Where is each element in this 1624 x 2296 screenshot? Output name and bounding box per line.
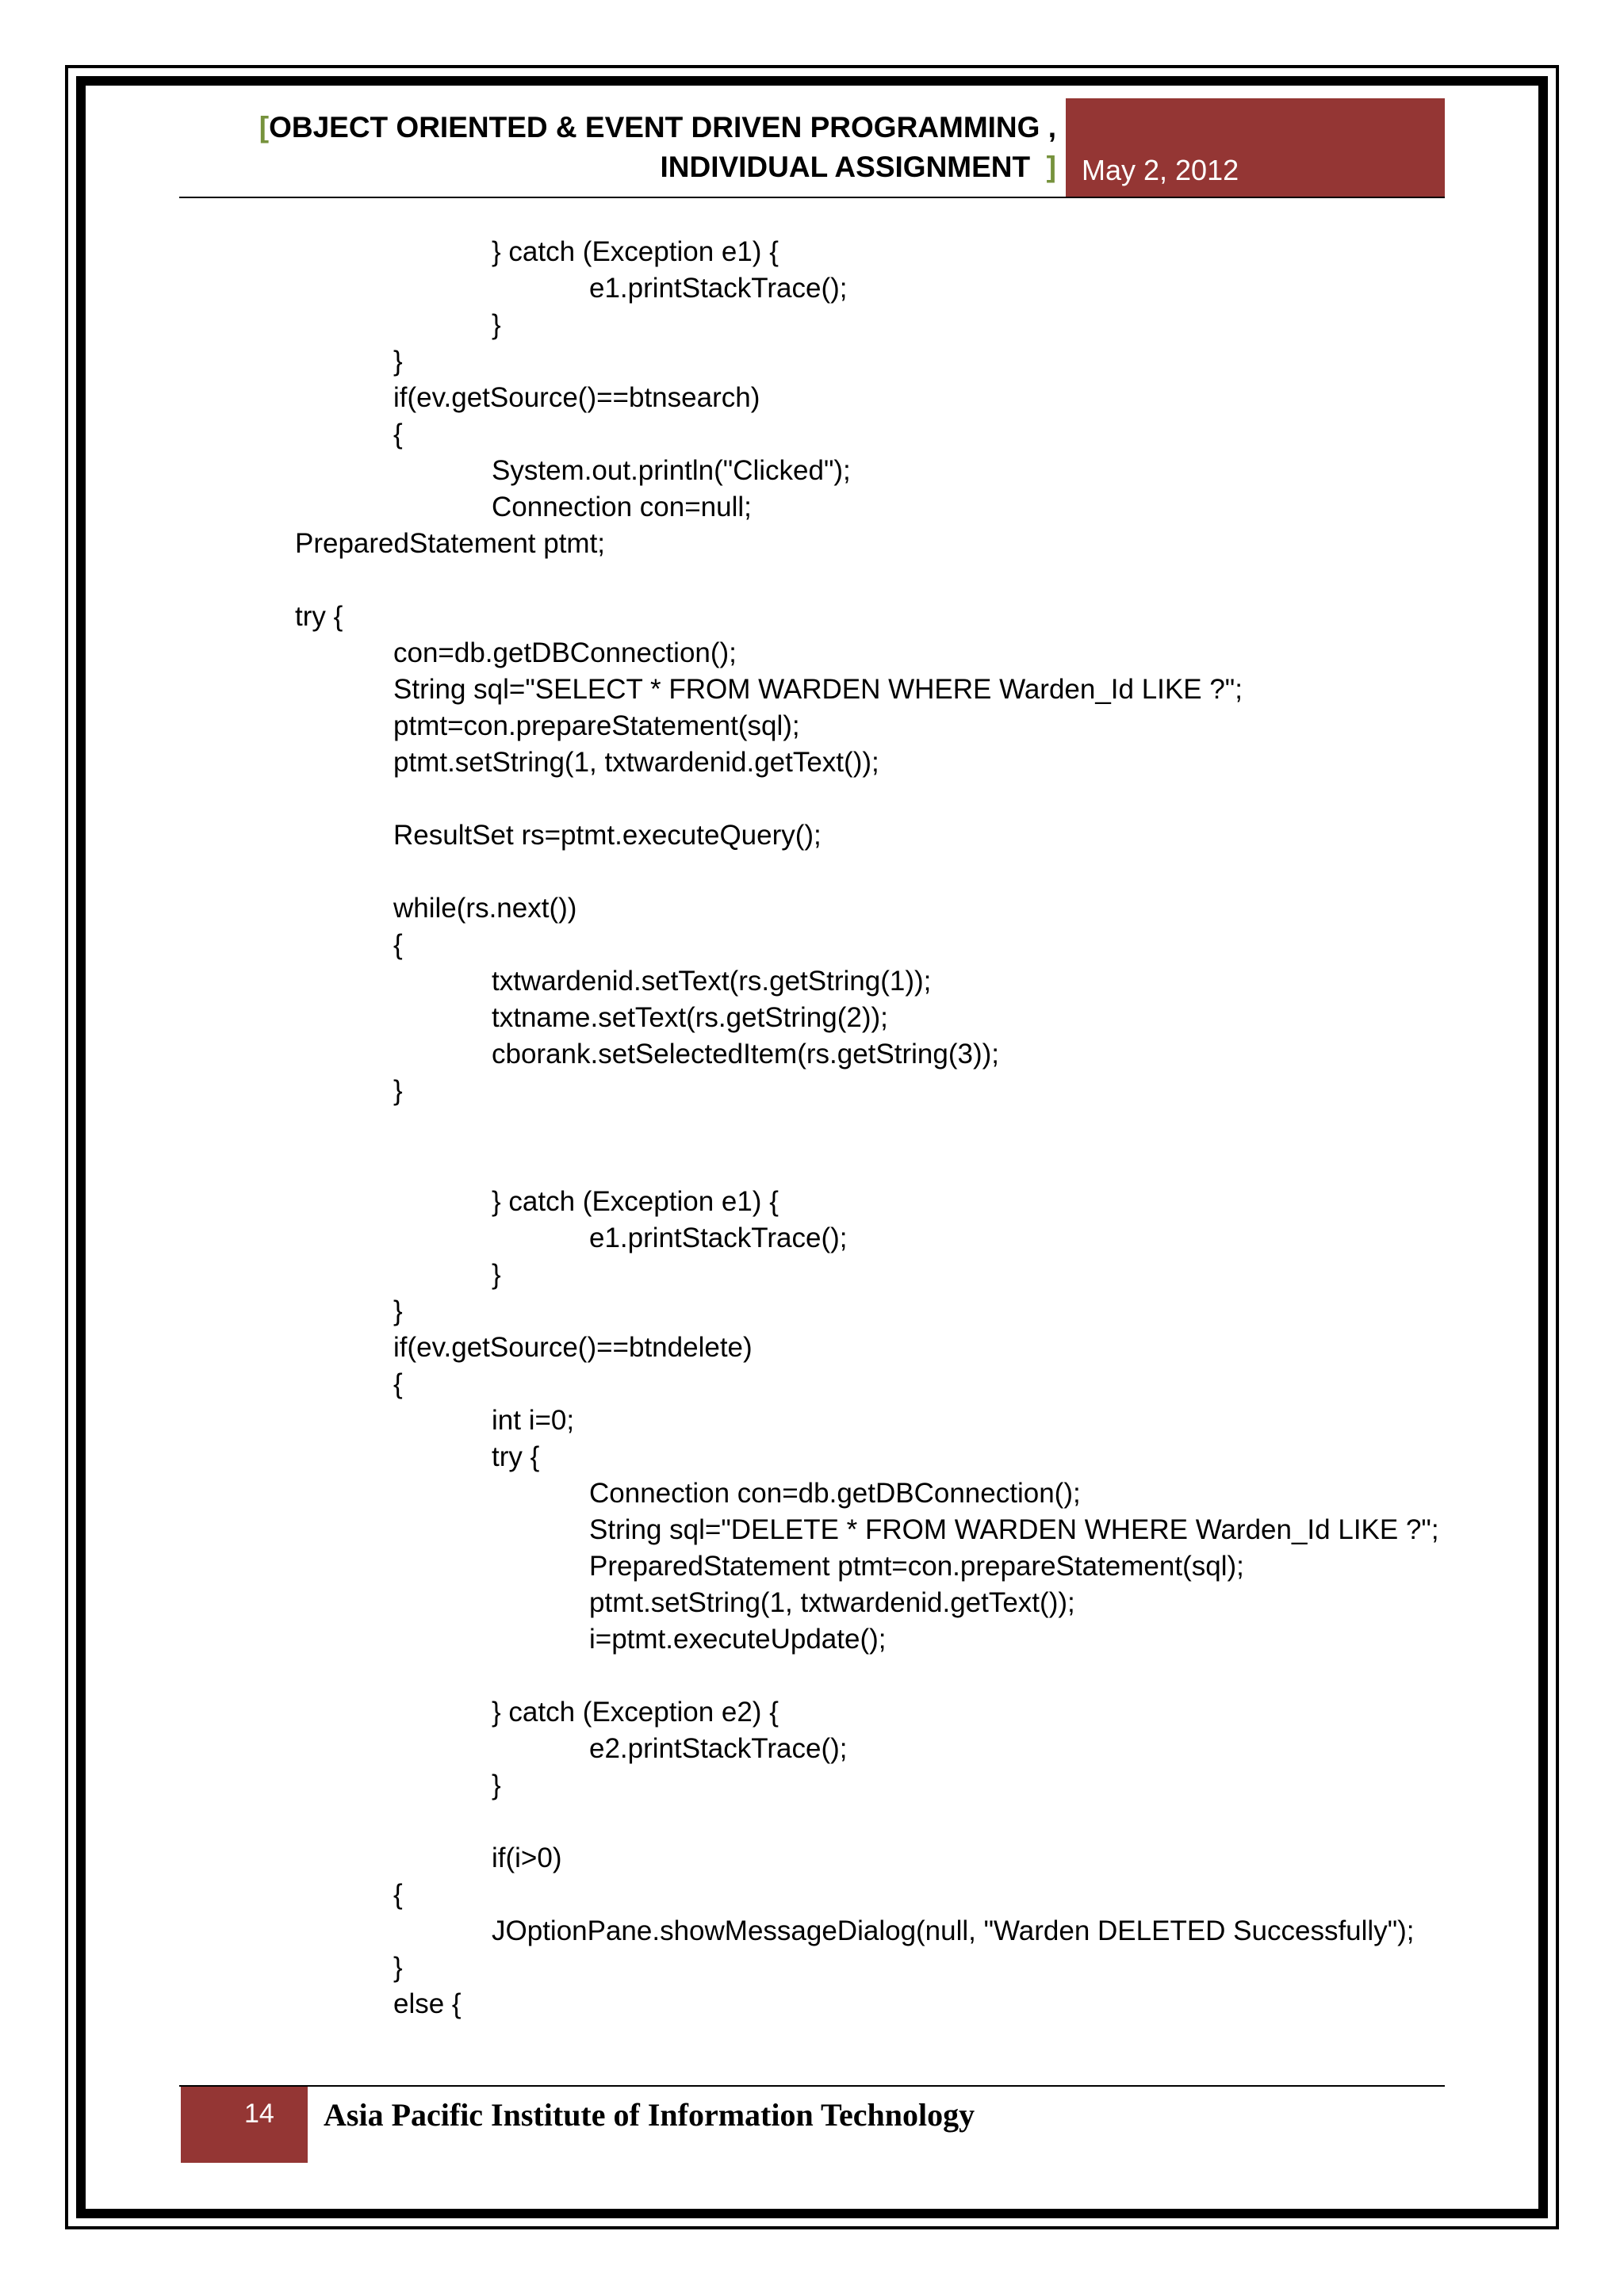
code-line: i=ptmt.executeUpdate();	[589, 1624, 887, 1655]
code-line: while(rs.next())	[393, 893, 577, 924]
footer-rule	[179, 2085, 1445, 2087]
code-line: e1.printStackTrace();	[589, 273, 848, 304]
code-line: Connection con=db.getDBConnection();	[589, 1478, 1081, 1509]
code-line: }	[393, 1295, 403, 1326]
code-line: ResultSet rs=ptmt.executeQuery();	[393, 820, 822, 851]
code-line: txtname.setText(rs.getString(2));	[492, 1002, 888, 1033]
code-line: con=db.getDBConnection();	[393, 637, 737, 668]
code-line: try {	[492, 1441, 540, 1472]
code-line: }	[393, 1952, 403, 1983]
code-line: System.out.println("Clicked");	[492, 455, 851, 486]
code-line: }	[393, 346, 403, 377]
code-line: } catch (Exception e1) {	[492, 236, 779, 267]
code-line: ptmt=con.prepareStatement(sql);	[393, 710, 800, 741]
code-line: ptmt.setString(1, txtwardenid.getText());	[393, 747, 879, 778]
code-line: Connection con=null;	[492, 492, 752, 522]
code-line: txtwardenid.setText(rs.getString(1));	[492, 966, 932, 997]
header-close-bracket: ]	[1046, 151, 1056, 183]
code-line: ptmt.setString(1, txtwardenid.getText());	[589, 1587, 1075, 1618]
code-line: } catch (Exception e1) {	[492, 1186, 779, 1217]
code-line: } catch (Exception e2) {	[492, 1697, 779, 1728]
code-line: }	[492, 1770, 501, 1800]
code-line: }	[492, 1259, 501, 1290]
code-line: PreparedStatement ptmt;	[295, 528, 606, 559]
code-line: else {	[393, 1988, 462, 2019]
code-line: if(ev.getSource()==btnsearch)	[393, 382, 760, 413]
code-line: int i=0;	[492, 1405, 575, 1436]
code-line: PreparedStatement ptmt=con.prepareStatement(sql);	[589, 1551, 1244, 1582]
code-line: }	[393, 1075, 403, 1106]
code-line: cborank.setSelectedItem(rs.getString(3));	[492, 1039, 999, 1070]
code-line: }	[492, 309, 501, 340]
header-open-bracket: [	[259, 111, 270, 144]
code-line: {	[393, 1368, 403, 1399]
header-title-line1: [OBJECT ORIENTED & EVENT DRIVEN PROGRAMMING ,	[259, 111, 1056, 144]
code-line: JOptionPane.showMessageDialog(null, "Warden DELETED Successfully");	[492, 1915, 1415, 1946]
code-line: {	[393, 929, 403, 960]
code-line: e1.printStackTrace();	[589, 1223, 848, 1253]
code-line: try {	[295, 601, 343, 632]
code-line: e2.printStackTrace();	[589, 1733, 848, 1764]
header-date: May 2, 2012	[1082, 154, 1239, 186]
footer-institute: Asia Pacific Institute of Information Technology	[324, 2097, 975, 2133]
code-line: {	[393, 1879, 403, 1910]
page-number: 14	[244, 2099, 274, 2129]
code-line: if(ev.getSource()==btndelete)	[393, 1332, 753, 1363]
code-line: if(i>0)	[492, 1843, 562, 1873]
code-line: String sql="DELETE * FROM WARDEN WHERE Warden_Id LIKE ?";	[589, 1514, 1439, 1545]
code-line: {	[393, 419, 403, 450]
code-line: String sql="SELECT * FROM WARDEN WHERE Warden_Id LIKE ?";	[393, 674, 1243, 705]
header-title-line2: INDIVIDUAL ASSIGNMENT ]	[660, 151, 1056, 183]
